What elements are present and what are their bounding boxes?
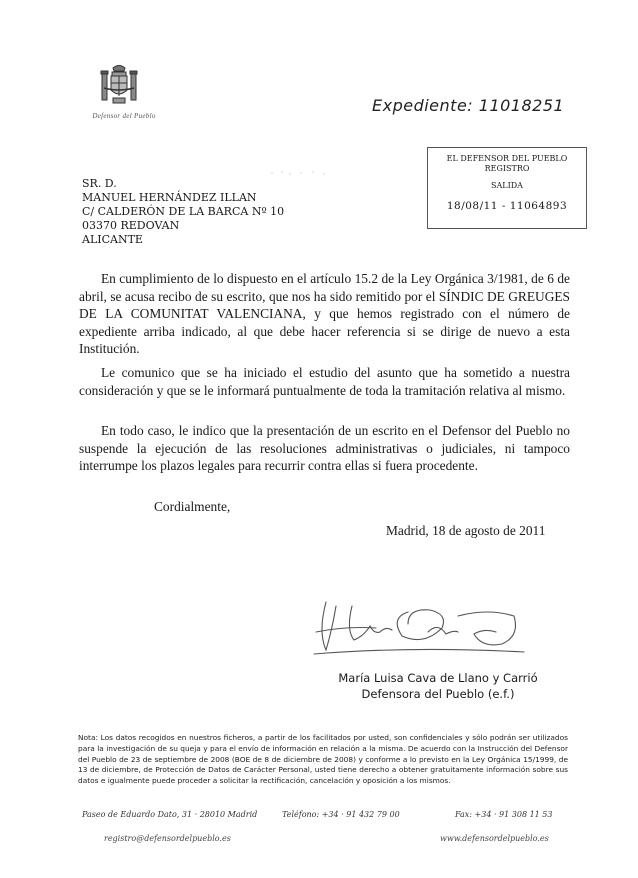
signer-title: Defensora del Pueblo (e.f.): [361, 687, 515, 701]
recipient-line: ALICANTE: [82, 233, 143, 246]
closing-salutation: Cordialmente,: [154, 499, 231, 514]
stamp-registry: REGISTRO: [484, 164, 530, 173]
letter-date: Madrid, 18 de agosto de 2011: [386, 523, 546, 538]
paragraph-1: En cumplimiento de lo dispuesto en el artículo 15.2 de la Ley Orgánica 3/1981, de 6 de abril, se acusa recibo de su escrito, que nos ha sido remitido por el SÍNDIC DE GREUGES DE LA COMUNITAT VALENCIANA, y que hemos registrado con el número de expediente arriba indicado, al que debe hacer referencia si se dirige de nuevo a esta Institución.: [79, 271, 570, 357]
signer-name: María Luisa Cava de Llano y Carrió: [338, 671, 538, 685]
registry-stamp: [427, 147, 587, 229]
coat-of-arms-icon: [96, 62, 142, 108]
paragraph-3: En todo caso, le indico que la presentación de un escrito en el Defensor del Pueblo no suspende la ejecución de las resoluciones administrativas o judiciales, ni tampoco interrumpe los plazos legales para recurrir contra ellas si fuera procedente.: [79, 423, 570, 474]
handwritten-signature: [308, 592, 528, 664]
footer-web: www.defensordelpueblo.es: [440, 834, 549, 843]
stamp-type: SALIDA: [491, 181, 523, 190]
recipient-line: C/ CALDERÓN DE LA BARCA Nº 10: [82, 205, 285, 218]
recipient-line: 03370 REDOVAN: [82, 219, 180, 232]
recipient-line: MANUEL HERNÁNDEZ ILLAN: [82, 191, 257, 204]
footer-phone: Teléfono: +34 · 91 432 79 00: [282, 810, 400, 819]
expediente-number: Expediente: 11018251: [372, 96, 565, 115]
paragraph-2: Le comunico que se ha iniciado el estudio del asunto que ha sometido a nuestra consideración y que se le informará puntualmente de toda la tramitación relativa al mismo.: [79, 365, 570, 398]
crest-caption: Defensor del Pueblo: [92, 112, 156, 120]
signer-block: [318, 670, 558, 702]
privacy-note: Nota: Los datos recogidos en nuestros ficheros, a partir de los facilitados por usted, son confidenciales y sólo podrán ser utilizados para la investigación de su queja y para el envío de información en relación a la misma. De acuerdo con la Instrucción del Defensor del Pueblo de 23 de septiembre de 2008 (BOE de 8 de diciembre de 2008) y conforme a lo previsto en la Ley Orgánica 15/1999, de 13 de diciembre, de Protección de Datos de Carácter Personal, usted tiene derecho a obtener gratuitamente información sobre sus datos e igualmente puede proceder a solicitar la rectificación, cancelación y oposición a los mismos.: [78, 733, 568, 786]
footer-fax: Fax: +34 · 91 308 11 53: [455, 810, 553, 819]
stamp-institution: EL DEFENSOR DEL PUEBLO: [446, 154, 568, 163]
footer-email: registro@defensordelpueblo.es: [104, 834, 231, 843]
footer-address: Paseo de Eduardo Dato, 31 · 28010 Madrid: [82, 810, 258, 819]
recipient-address: [82, 177, 284, 247]
recipient-line: SR. D.: [82, 177, 117, 190]
stamp-number: 18/08/11 - 11064893: [446, 200, 568, 212]
